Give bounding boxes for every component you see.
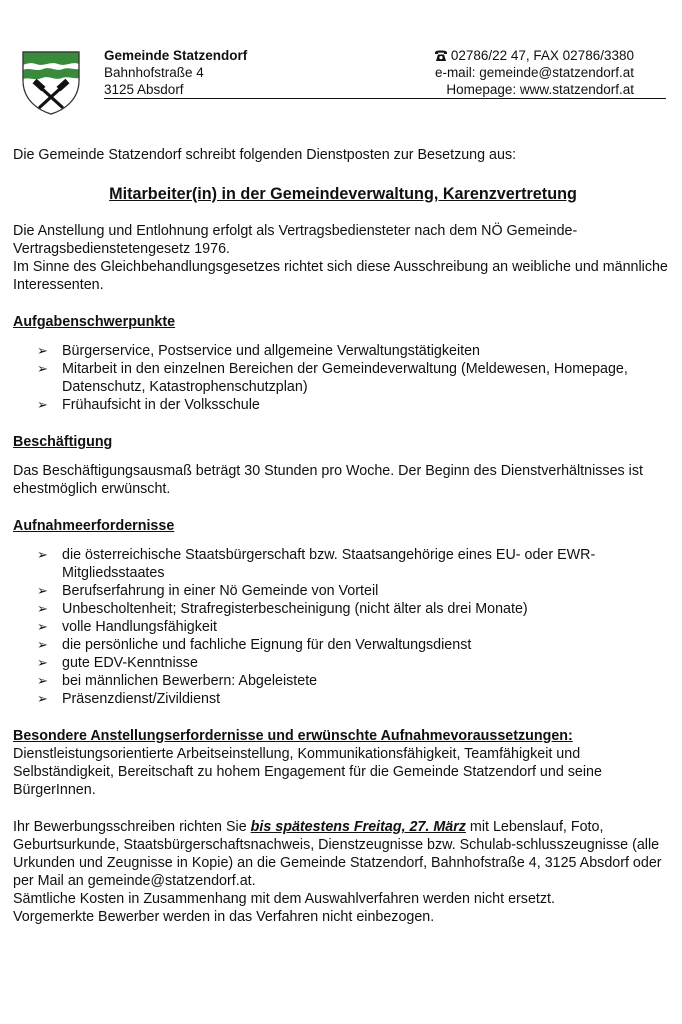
list-item: ➢ Präsenzdienst/Zivildienst	[37, 691, 221, 707]
list-item: ➢ bei männlichen Bewerbern: Abgeleistete	[37, 673, 318, 689]
bullet-arrow-icon: ➢	[37, 343, 48, 358]
section-heading-special: Besondere Anstellungserfordernisse und erwünschte Aufnahmevoraussetzungen:	[13, 728, 573, 744]
bullet-arrow-icon: ➢	[37, 691, 48, 706]
address-city: 3125 Absdorf	[104, 82, 184, 97]
costs-text: Sämtliche Kosten in Zusammenhang mit dem Auswahlverfahren werden nicht ersetzt.	[13, 891, 555, 907]
bullet-arrow-icon: ➢	[37, 601, 48, 616]
bullet-arrow-icon: ➢	[37, 637, 48, 652]
list-item: ➢ die österreichische Staatsbürgerschaft bzw. Staatsangehörige eines EU- oder EWR- Mitgliedsstaates	[37, 547, 596, 581]
list-item: ➢ Bürgerservice, Postservice und allgemeine Verwaltungstätigkeiten	[37, 343, 481, 359]
special-text: Dienstleistungsorientierte Arbeitseinstellung, Kommunikationsfähigkeit, Teamfähigkeit und Selbständigkeit, Bereitschaft zu hohem Engagement für die Gemeinde Statzendorf und seine BürgerInnen.	[13, 746, 602, 798]
list-item: ➢ Frühaufsicht in der Volksschule	[37, 397, 260, 413]
list-item: ➢ gute EDV-Kenntnisse	[37, 655, 198, 671]
job-title: Mitarbeiter(in) in der Gemeindeverwaltung, Karenzvertretung	[109, 185, 577, 203]
section-heading-tasks: Aufgabenschwerpunkte	[13, 314, 176, 330]
address-street: Bahnhofstraße 4	[104, 65, 204, 80]
telephone-icon	[434, 50, 448, 62]
employment-text: Das Beschäftigungsausmaß beträgt 30 Stunden pro Woche. Der Beginn des Dienstverhältnisses ist ehestmöglich erwünscht.	[13, 463, 643, 497]
requirements-list	[13, 546, 673, 708]
phone-fax: 02786/22 47, FAX 02786/3380	[450, 48, 634, 63]
homepage-line: Homepage: www.statzendorf.at	[446, 82, 634, 97]
application-text: Ihr Bewerbungsschreiben richten Sie bis spätestens Freitag, 27. März mit Lebenslauf, Foto, Geburtsurkunde, Staatsbürgerschaftsnachweis, Dienstzeugnisse bzw. Schulab-schlusszeugnisse (alle Urkunden und Zeugnisse in Kopie) an die Gemeinde Statzendorf, Bahnhofstraße 4, 3125 Absdorf oder per Mail an gemeinde@statzendorf.at.	[13, 819, 662, 889]
section-heading-requirements: Aufnahmeerfordernisse	[13, 518, 175, 534]
letterhead-address	[104, 47, 247, 98]
document-body	[13, 146, 673, 926]
email-line: e-mail: gemeinde@statzendorf.at	[434, 65, 634, 80]
phone-fax-line	[434, 47, 634, 64]
note-text: Vorgemerkte Bewerber werden in das Verfahren nicht einbezogen.	[13, 909, 435, 925]
bullet-arrow-icon: ➢	[37, 583, 48, 598]
bullet-arrow-icon: ➢	[37, 655, 48, 670]
section-heading-employment: Beschäftigung	[13, 434, 113, 450]
header-divider	[104, 98, 666, 99]
municipal-coat-of-arms-icon	[20, 50, 82, 116]
equality-text: Im Sinne des Gleichbehandlungsgesetzes richtet sich diese Ausschreibung an weibliche und männliche Interessenten.	[13, 259, 668, 293]
bullet-arrow-icon: ➢	[37, 361, 48, 376]
list-item: ➢ die persönliche und fachliche Eignung für den Verwaltungsdienst	[37, 637, 472, 653]
list-item: ➢ Unbescholtenheit; Strafregisterbescheinigung (nicht älter als drei Monate)	[37, 601, 528, 617]
list-item: ➢ Mitarbeit in den einzelnen Bereichen der Gemeindeverwaltung (Meldewesen, Homepage, Datenschutz, Katastrophenschutzplan)	[37, 361, 628, 395]
intro-text: Die Gemeinde Statzendorf schreibt folgenden Dienstposten zur Besetzung aus:	[13, 147, 517, 163]
org-name: Gemeinde Statzendorf	[104, 48, 248, 63]
bullet-arrow-icon: ➢	[37, 673, 48, 688]
list-item: ➢ volle Handlungsfähigkeit	[37, 619, 217, 635]
bullet-arrow-icon: ➢	[37, 547, 48, 562]
bullet-arrow-icon: ➢	[37, 397, 48, 412]
tasks-list	[13, 342, 673, 414]
letterhead-contact	[434, 47, 634, 98]
application-deadline: bis spätestens Freitag, 27. März	[250, 819, 466, 835]
bullet-arrow-icon: ➢	[37, 619, 48, 634]
list-item: ➢ Berufserfahrung in einer Nö Gemeinde von Vorteil	[37, 583, 379, 599]
employment-basis-text: Die Anstellung und Entlohnung erfolgt als Vertragsbediensteter nach dem NÖ Gemeinde-Vertragsbedienstetengesetz 1976.	[13, 223, 578, 257]
